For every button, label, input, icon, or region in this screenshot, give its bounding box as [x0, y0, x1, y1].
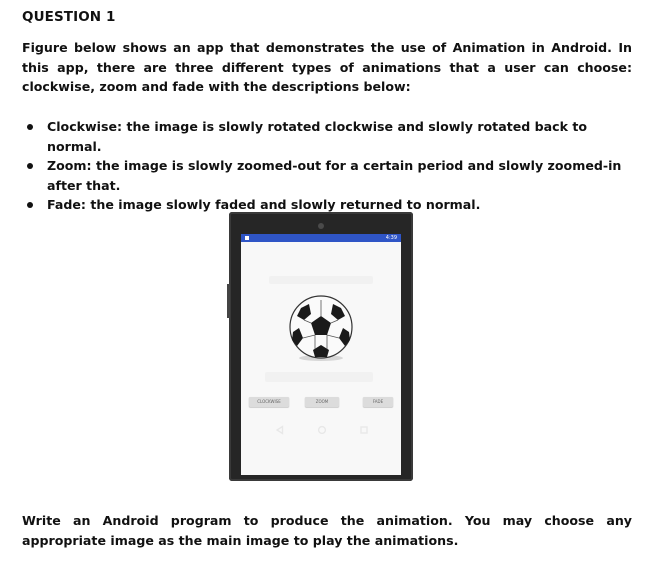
- question-title: QUESTION 1: [22, 9, 116, 25]
- list-item-clockwise: [22, 117, 634, 156]
- status-time: 4:39: [385, 235, 397, 241]
- navigation-bar: [241, 419, 401, 441]
- notification-icon: [245, 236, 249, 240]
- animation-list: [22, 117, 634, 215]
- list-item-zoom: [22, 156, 634, 195]
- fade-button[interactable]: FADE: [363, 397, 393, 407]
- nav-recent-icon[interactable]: [359, 425, 369, 435]
- phone-figure: [229, 212, 413, 481]
- nav-back-icon[interactable]: [275, 425, 285, 435]
- placeholder-bar-top: [269, 276, 373, 284]
- list-item-text: Fade: the image slowly faded and slowly returned to normal.: [47, 197, 481, 212]
- list-item-text: Zoom: the image is slowly zoomed-out for a certain period and slowly zoomed-in after that.: [47, 158, 622, 193]
- soccer-ball-icon: [285, 292, 357, 364]
- placeholder-bar-bottom: [265, 372, 373, 382]
- intro-paragraph: Figure below shows an app that demonstrates the use of Animation in Android. In this app, there are three different types of animations that a user can choose: clockwise, zoom and fade with the descriptions below:: [22, 40, 632, 94]
- phone-side-button: [227, 284, 230, 318]
- outro-paragraph: Write an Android program to produce the animation. You may choose any appropriate image as the main image to play the animations.: [22, 513, 632, 548]
- status-bar: [241, 234, 401, 242]
- list-item-text: Clockwise: the image is slowly rotated clockwise and slowly rotated back to normal.: [47, 119, 588, 154]
- clockwise-button[interactable]: CLOCKWISE: [249, 397, 289, 407]
- phone-camera: [318, 223, 324, 229]
- bullet-icon: [27, 202, 33, 208]
- bullet-icon: [27, 163, 33, 169]
- nav-home-icon[interactable]: [317, 425, 327, 435]
- bullet-icon: [27, 124, 33, 130]
- zoom-button[interactable]: ZOOM: [305, 397, 339, 407]
